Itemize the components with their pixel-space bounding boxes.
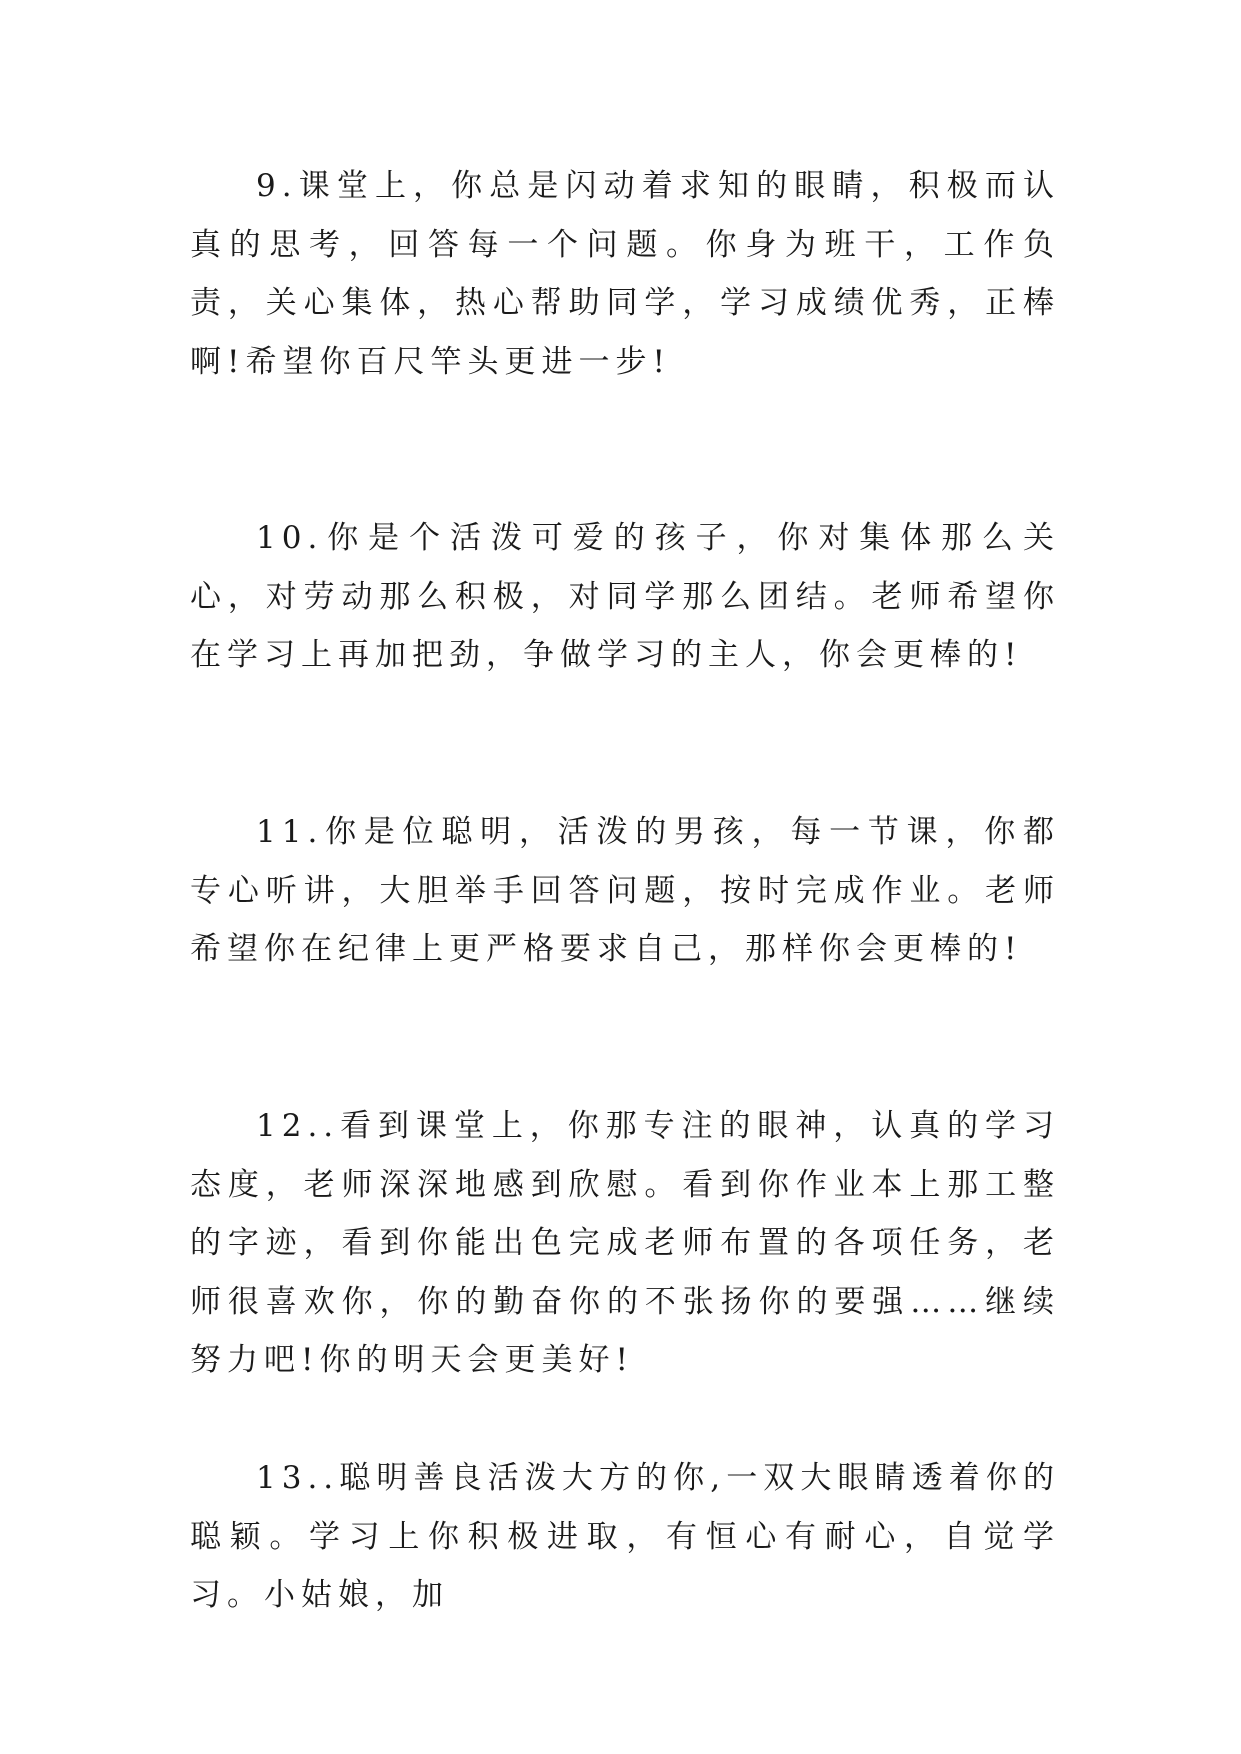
comment-paragraph-13: 13..聪明善良活泼大方的你,一双大眼睛透着你的聪颖。学习上你积极进取，有恒心有耐心，自觉学习。小姑娘，加: [190, 1460, 1060, 1613]
comment-paragraph-10: 10.你是个活泼可爱的孩子，你对集体那么关心，对劳动那么积极，对同学那么团结。老师希望你在学习上再加把劲，争做学习的主人，你会更棒的!: [190, 520, 1060, 673]
comment-paragraph-12: 12..看到课堂上，你那专注的眼神，认真的学习态度，老师深深地感到欣慰。看到你作业本上那工整的字迹，看到你能出色完成老师布置的各项任务，老师很喜欢你，你的勤奋你的不张扬你的要强……继续努力吧!你的明天会更美好!: [190, 1108, 1060, 1378]
comment-paragraph-9: 9.课堂上，你总是闪动着求知的眼睛，积极而认真的思考，回答每一个问题。你身为班干，工作负责，关心集体，热心帮助同学，学习成绩优秀，正棒啊!希望你百尺竿头更进一步!: [190, 168, 1060, 380]
comment-paragraph-11: 11.你是位聪明，活泼的男孩，每一节课，你都专心听讲，大胆举手回答问题，按时完成作业。老师希望你在纪律上更严格要求自己，那样你会更棒的!: [190, 814, 1060, 967]
